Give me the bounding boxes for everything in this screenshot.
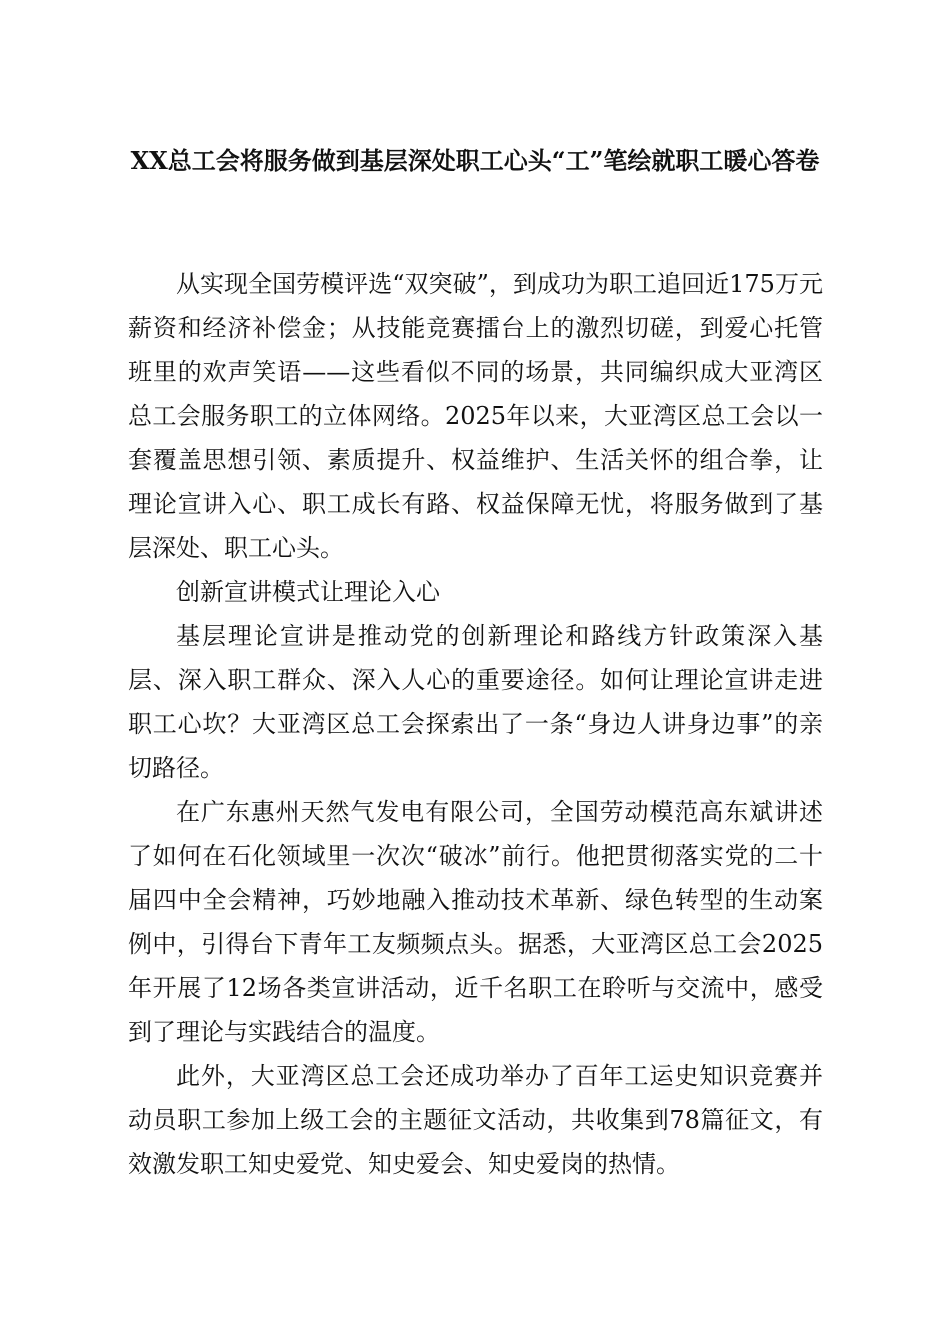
paragraph-competition: 此外，大亚湾区总工会还成功举办了百年工运史知识竞赛并动员职工参加上级工会的主题征文活动，共收集到78篇征文，有效激发职工知史爱党、知史爱会、知史爱岗的热情。: [128, 1062, 823, 1178]
paragraph-theory: 基层理论宣讲是推动党的创新理论和路线方针政策深入基层、深入职工群众、深入人心的重要途径。如何让理论宣讲走进职工心坎？大亚湾区总工会探索出了一条“身边人讲身边事”的亲切路径。: [128, 622, 823, 782]
paragraph-intro: 从实现全国劳模评选“双突破”，到成功为职工追回近175万元薪资和经济补偿金；从技能竞赛擂台上的激烈切磋，到爱心托管班里的欢声笑语——这些看似不同的场景，共同编织成大亚湾区总工会服务职工的立体网络。2025年以来，大亚湾区总工会以一套覆盖思想引领、素质提升、权益维护、生活关怀的组合拳，让理论宣讲入心、职工成长有路、权益保障无忧，将服务做到了基层深处、职工心头。: [128, 270, 823, 562]
document-title: XX总工会将服务做到基层深处职工心头“工”笔绘就职工暖心答卷: [130, 146, 820, 175]
document-body: [128, 262, 823, 1186]
section-heading: 创新宣讲模式让理论入心: [176, 578, 440, 606]
paragraph-example: 在广东惠州天然气发电有限公司，全国劳动模范高东斌讲述了如何在石化领域里一次次“破冰”前行。他把贯彻落实党的二十届四中全会精神，巧妙地融入推动技术革新、绿色转型的生动案例中，引得台下青年工友频频点头。据悉，大亚湾区总工会2025年开展了12场各类宣讲活动，近千名职工在聆听与交流中，感受到了理论与实践结合的温度。: [128, 798, 823, 1046]
